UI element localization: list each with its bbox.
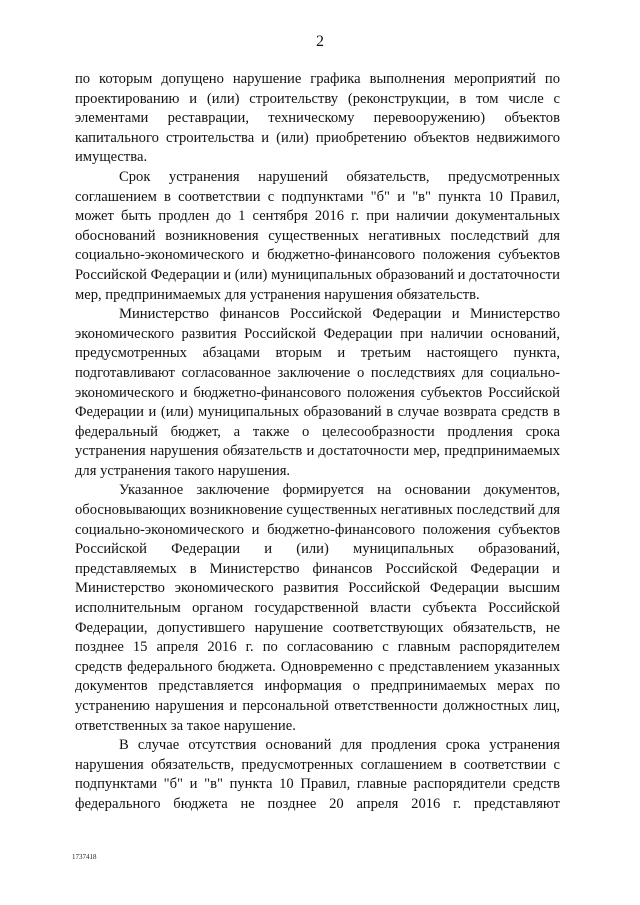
paragraph-5: В случае отсутствия оснований для продления срока устранения нарушения обязательств, предусмотренных соглашением в соответствии с подпунктами "б" и "в" пункта 10 Правил, главные распорядители средств федерального бюджета не позднее 20 апреля 2016 г. представляют	[75, 737, 560, 812]
document-body	[75, 70, 560, 815]
paragraph-1: по которым допущено нарушение графика выполнения мероприятий по проектированию и (или) строительству (реконструкции, в том числе с элементами реставрации, техническому перевооружению) объектов капитального строительства и (или) приобретению объектов недвижимого имущества.	[75, 71, 560, 166]
paragraph-2: Срок устранения нарушений обязательств, предусмотренных соглашением в соответствии с подпунктами "б" и "в" пункта 10 Правил, может быть продлен до 1 сентября 2016 г. при наличии документальных обоснований возникновения существенных негативных последствий для социально-экономического и бюджетно-финансового положения субъектов Российской Федерации и (или) муниципальных образований и достаточности мер, предпринимаемых для устранения нарушения обязательств.	[75, 168, 560, 303]
paragraph-3: Министерство финансов Российской Федерации и Министерство экономического развития Российской Федерации при наличии оснований, предусмотренных абзацами вторым и третьим настоящего пункта, подготавливают согласованное заключение о последствиях для социально-экономического и бюджетно-финансового положения субъектов Российской Федерации и (или) муниципальных образований в случае возврата средств в федеральный бюджет, а также о целесообразности продления срока устранения нарушения обязательств и достаточности мер, предпринимаемых для устранения такого нарушения.	[75, 306, 560, 479]
paragraph-4: Указанное заключение формируется на основании документов, обосновывающих возникновение существенных негативных последствий для социально-экономического и бюджетно-финансового положения субъектов Российской Федерации и (или) муниципальных образований, представляемых в Министерство финансов Российской Федерации и Министерство экономического развития Российской Федерации высшим исполнительным органом государственной власти субъекта Российской Федерации, допустившего нарушение соответствующих обязательств, не позднее 15 апреля 2016 г. по согласованию с главным распорядителем средств федерального бюджета. Одновременно с представлением указанных документов представляется информация о предпринимаемых мерах по устранению нарушения и персональной ответственности должностных лиц, ответственных за такое нарушение.	[75, 482, 560, 734]
page-number: 2	[316, 33, 324, 50]
document-code: 1737418	[72, 853, 97, 861]
